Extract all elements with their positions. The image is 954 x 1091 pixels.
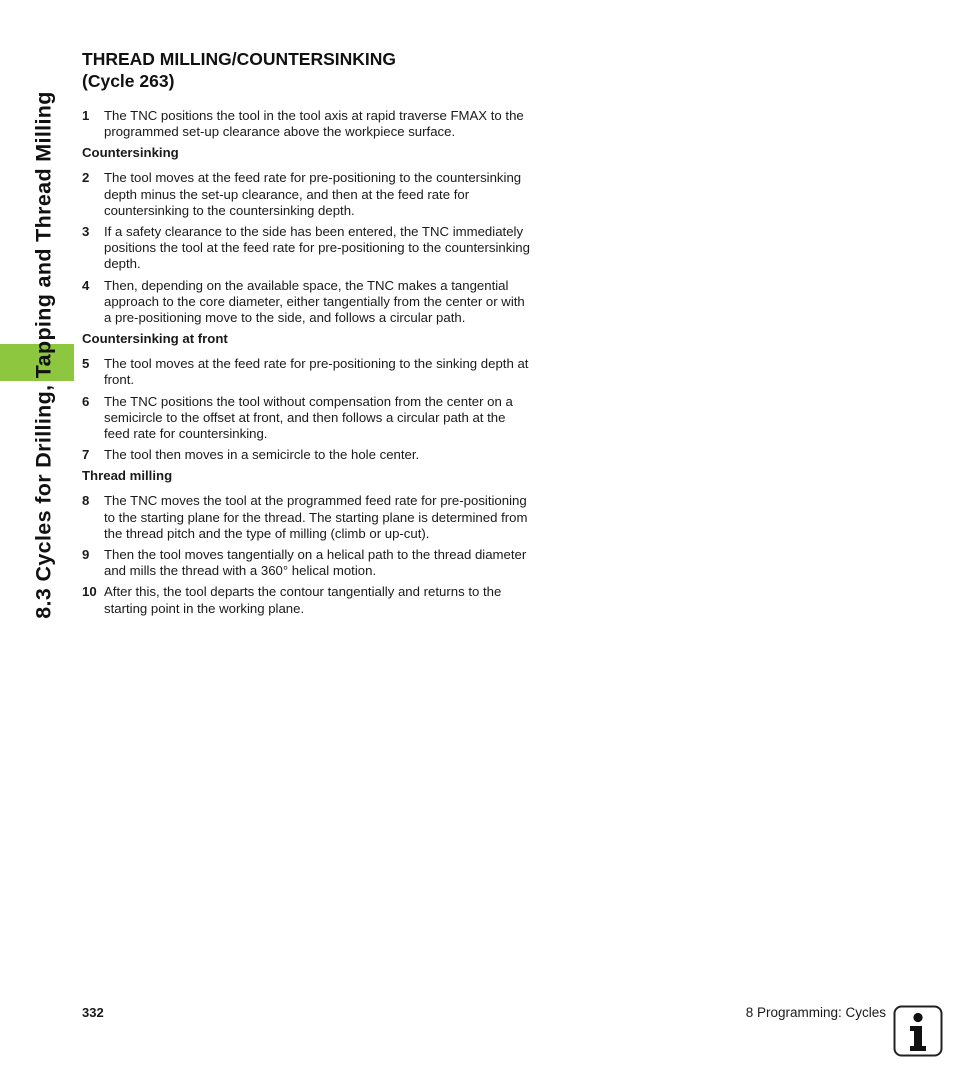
subheading-thread-milling: Thread milling bbox=[82, 468, 173, 484]
step-text: After this, the tool departs the contour tangentially and returns to the starting point in the working plane. bbox=[104, 584, 502, 616]
chapter-label: 8 Programming: Cycles bbox=[745, 1005, 886, 1020]
step-text: If a safety clearance to the side has been entered, the TNC immediately positions the tool at the feed rate for pre-positioning to the countersinking depth. bbox=[104, 224, 530, 272]
step-list-thread-milling bbox=[82, 493, 532, 616]
section-title-text: 8.3 Cycles for Drilling, Tapping and Thread Milling bbox=[31, 91, 56, 619]
step-number: 6 bbox=[82, 393, 90, 409]
heading-line-2: (Cycle 263) bbox=[82, 71, 175, 91]
step-number: 8 bbox=[82, 493, 90, 509]
list-item bbox=[82, 394, 532, 443]
step-list-intro bbox=[82, 108, 532, 140]
step-number: 4 bbox=[82, 277, 90, 293]
list-item bbox=[82, 170, 532, 219]
step-list-countersinking-at-front bbox=[82, 356, 532, 463]
step-number: 7 bbox=[82, 447, 90, 463]
subheading-countersinking: Countersinking bbox=[82, 145, 179, 161]
step-text: The TNC moves the tool at the programmed feed rate for pre-positioning to the starting plane for the thread. The starting plane is determined from the thread pitch and the type of milling (climb or up-cut). bbox=[104, 493, 528, 541]
step-number: 3 bbox=[82, 224, 90, 240]
subheading-countersinking-at-front: Countersinking at front bbox=[82, 331, 228, 347]
step-text: The TNC positions the tool in the tool axis at rapid traverse FMAX to the programmed set-up clearance above the workpiece surface. bbox=[104, 108, 524, 140]
step-list-countersinking bbox=[82, 170, 532, 326]
list-item bbox=[82, 356, 532, 388]
step-number: 2 bbox=[82, 170, 90, 186]
step-number: 10 bbox=[82, 584, 97, 600]
step-number: 9 bbox=[82, 547, 90, 563]
step-text: Then the tool moves tangentially on a helical path to the thread diameter and mills the thread with a 360° helical motion. bbox=[104, 547, 527, 579]
list-item bbox=[82, 108, 532, 140]
step-text: The tool moves at the feed rate for pre-positioning to the countersinking depth minus the set-up clearance, and then at the feed rate for countersinking to the countersinking depth. bbox=[104, 170, 522, 218]
step-text: Then, depending on the available space, the TNC makes a tangential approach to the core diameter, either tangentially from the center or with a pre-positioning move to the side, and follows a circular path. bbox=[104, 277, 525, 326]
page-heading bbox=[82, 48, 532, 92]
list-item bbox=[82, 278, 532, 327]
info-icon bbox=[893, 1005, 943, 1057]
main-content bbox=[82, 48, 532, 622]
step-number: 5 bbox=[82, 356, 90, 372]
page-number: 332 bbox=[82, 1005, 104, 1020]
list-item bbox=[82, 224, 532, 273]
list-item bbox=[82, 447, 532, 463]
step-text: The tool moves at the feed rate for pre-positioning to the sinking depth at front. bbox=[104, 356, 529, 388]
heading-line-1: THREAD MILLING/COUNTERSINKING bbox=[82, 49, 397, 69]
list-item bbox=[82, 584, 532, 616]
step-number: 1 bbox=[82, 108, 90, 123]
list-item bbox=[82, 547, 532, 579]
list-item bbox=[82, 493, 532, 542]
step-text: The TNC positions the tool without compensation from the center on a semicircle to the offset at front, and then follows a circular path at the feed rate for countersinking. bbox=[104, 393, 513, 442]
step-text: The tool then moves in a semicircle to the hole center. bbox=[104, 447, 420, 463]
